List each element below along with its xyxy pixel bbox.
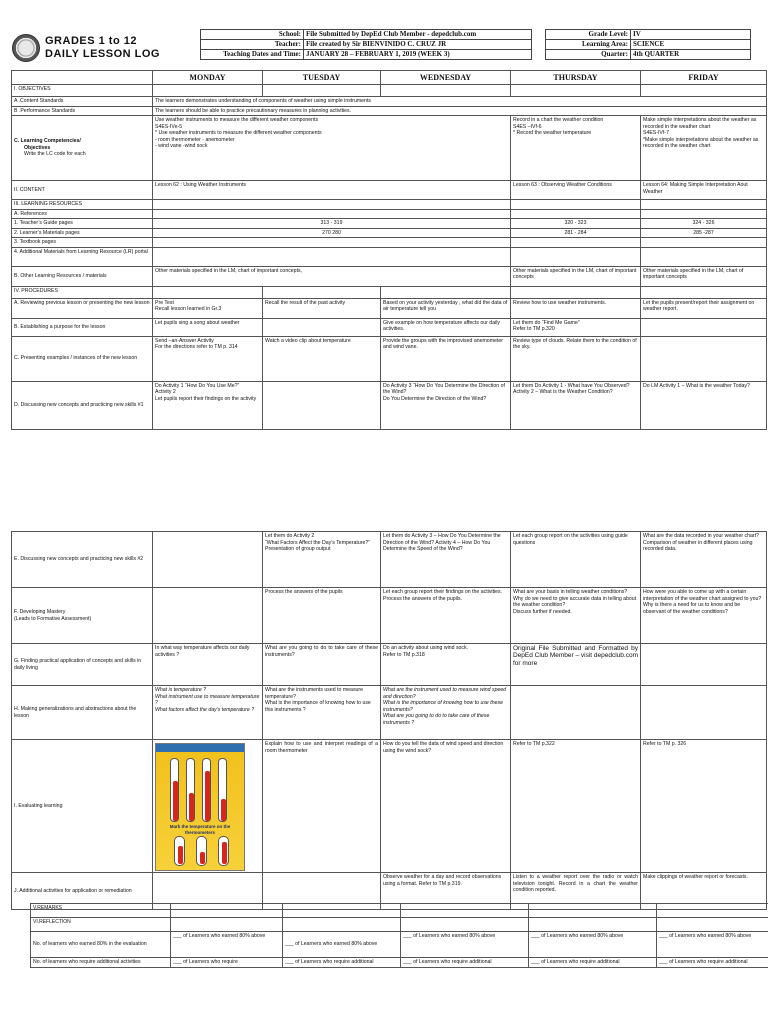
header-info-left	[200, 29, 532, 60]
proc-e-tue: Let them do Activity 2 “What Factors Affect the Day’s Temperature?” Presentation of group output	[263, 532, 381, 588]
lc-label-line3: Write the LC code for each	[24, 151, 86, 158]
additional-activities-label: No. of learners who require additional activities	[31, 958, 171, 968]
proc-a-thu: Review how to use weather instruments.	[511, 298, 641, 318]
school-value: File Submitted by DepEd Club Member - depedclub.com	[304, 30, 532, 40]
doc-title-line1: GRADES 1 to 12	[45, 35, 137, 47]
additional-materials-label: 4. Additional Materials from Learning Resource (LR) portal	[12, 247, 153, 266]
proc-c-tue: Watch a video clip about temperature	[263, 336, 381, 381]
other-resources-mon: Other materials specified in the LM, chart of important concepts,	[153, 266, 511, 286]
references-label: A. References	[12, 209, 153, 219]
proc-d-fri: Do LM Activity 1 – What is the weather Today?	[641, 381, 767, 429]
additional-activities-wed: ___ of Learners who require additional	[401, 958, 529, 968]
additional-activities-mon: ___ of Learners who require	[171, 958, 283, 968]
day-header-friday: FRIDAY	[641, 71, 767, 85]
day-header-wednesday: WEDNESDAY	[381, 71, 511, 85]
lc-monday-wednesday: Use weather instruments to measure the different weather components S4ES-IVe-5 * Use weather instruments to measure the different weather components - room thermometer - anemometer - wind vane -wind sock	[153, 116, 511, 181]
proc-a-tue: Recall the result of the past activity	[263, 298, 381, 318]
earned-80-fri: ___ of Learners who earned 80% above	[657, 932, 768, 958]
proc-e-label: E. Discussing new concepts and practicing new skills #2	[12, 532, 153, 588]
area-label: Learning Area:	[546, 40, 631, 50]
proc-e-wed: Let them do Activity 3 – How Do You Determine the Direction of the Wind? Activity 4 – How Do You Determine the Speed of the Wind?	[381, 532, 511, 588]
performance-standards-label: B .Performance Standards	[12, 106, 153, 116]
proc-d-mon: Do Activity 1 “How Do You Use Me?” Activity 2 Let pupils report their findings on the activity	[153, 381, 263, 429]
lc-thursday: Record in a chart the weather condition S4ES –IVf-6 * Record the weather temperature	[511, 116, 641, 181]
earned-80-thu: ___ of Learners who earned 80% above	[529, 932, 657, 958]
objectives-label: I. OBJECTIVES	[12, 85, 153, 97]
textbook-pages-label: 3. Textbook pages	[12, 238, 153, 248]
thermometer-icon	[186, 758, 195, 822]
proc-g-wed: Do an activity about using wind sock. Refer to TM p.318	[381, 644, 511, 686]
proc-f-thu: What are your basis in telling weather conditions? Why do we need to give accurate data in telling about the weather condition? Discuss further if needed.	[511, 588, 641, 644]
proc-b-wed: Give example on how temperature affects our daily activities.	[381, 318, 511, 336]
grade-value: IV	[631, 30, 751, 40]
earned-80-mon: ___ of Learners who earned 80% above	[171, 932, 283, 958]
teachers-guide-mon: 313 - 319	[153, 219, 511, 229]
learners-materials-mon: 270 280	[153, 228, 511, 238]
thermometer-icon	[196, 836, 207, 866]
worksheet-banner	[158, 745, 242, 751]
proc-b-mon: Let pupils sing a song about weather	[153, 318, 263, 336]
proc-a-mon: Pre Test Recall lesson learned in Gr.3	[153, 298, 263, 318]
thermometer-worksheet-image	[155, 743, 245, 871]
lc-friday: Make simple interpretations about the weather as recorded in the weather chart S4ES-IVf-7 *Make simple interpretations about the weather as recorded in the weather chart	[641, 116, 767, 181]
doc-title-line2: DAILY LESSON LOG	[45, 48, 160, 60]
earned-80-tue: ___ of Learners who earned 80% above	[283, 932, 401, 958]
proc-i-mon	[153, 740, 263, 873]
proc-c-label: C. Presenting examples / instances of the new lesson	[12, 336, 153, 381]
proc-b-thu: Let them do “Find Me Game” Refer to TM p.320	[511, 318, 641, 336]
additional-activities-thu: ___ of Learners who require additional	[529, 958, 657, 968]
other-resources-label: B. Other Learning Resources / materials	[12, 266, 153, 286]
teachers-guide-label: 1. Teacher’s Guide pages	[12, 219, 153, 229]
learning-competencies-label	[12, 116, 153, 181]
proc-i-tue: Explain how to use and interpret readings of a room thermometer	[263, 740, 381, 873]
area-value: SCIENCE	[631, 40, 751, 50]
additional-activities-fri: ___ of Learners who require additional	[657, 958, 768, 968]
content-label: II. CONTENT	[12, 181, 153, 200]
thermometer-icon	[202, 758, 211, 822]
proc-j-thu: Listen to a weather report over the radio or watch television tonight. Record in a chart the weather condition reported.	[511, 873, 641, 910]
proc-g-label: G. Finding practical application of concepts and skills in daily living	[12, 644, 153, 686]
worksheet-caption: Mark the temperature on the thermometers	[169, 824, 231, 835]
performance-standards-value: The learners should be able to practice precautionary measures in planning activities.	[153, 106, 767, 116]
content-monday: Lesson 62 : Using Weather Instruments	[153, 181, 511, 200]
learning-resources-label: III. LEARNING RESOURCES	[12, 200, 153, 210]
proc-i-fri: Refer to TM p. 326	[641, 740, 767, 873]
content-thursday: Lesson 63 : Observing Weather Conditions	[511, 181, 641, 200]
proc-f-tue: Process the answers of the pupils	[263, 588, 381, 644]
proc-a-fri: Let the pupils present/report their assignment on weather report.	[641, 298, 767, 318]
header-info-right	[545, 29, 751, 60]
day-header-tuesday: TUESDAY	[263, 71, 381, 85]
day-header-thursday: THURSDAY	[511, 71, 641, 85]
proc-j-wed: Observe weather for a day and record observations using a format. Refer to TM p.319.	[381, 873, 511, 910]
thermometer-icon	[218, 758, 227, 822]
proc-a-label: A. Reviewing previous lesson or presenting the new lesson	[12, 298, 153, 318]
proc-e-thu: Let each group report on the activities using guide questions	[511, 532, 641, 588]
proc-h-label: H. Making generalizations and abstractions about the lesson	[12, 686, 153, 740]
proc-i-thu: Refer to TM p,322	[511, 740, 641, 873]
content-friday: Lesson 64: Making Simple Interpretation Aout Weather	[641, 181, 767, 200]
teacher-value: File created by Sir BIENVINIDO C. CRUZ JR	[304, 40, 532, 50]
proc-d-thu: Let them Do Activity 1 - What have You Observed? Activity 2 – What is the Weather Condition?	[511, 381, 641, 429]
content-standards-value: The learners demonstrates understanding of components of weather using simple instruments	[153, 97, 767, 107]
proc-c-wed: Provide the groups with the improvised anemometer and wind vane.	[381, 336, 511, 381]
thermometer-icon	[218, 836, 229, 866]
lesson-log-table-part2	[11, 531, 767, 910]
promo-watermark-text: Original File Submitted and Formatted by DepEd Club Member – visit depedclub.com for more	[511, 644, 641, 686]
day-header-monday: MONDAY	[153, 71, 263, 85]
reflection-table	[30, 903, 768, 968]
proc-i-label: I. Evaluating learning	[12, 740, 153, 873]
teachers-guide-thu: 320 - 323	[511, 219, 641, 229]
teachers-guide-fri: 324 - 326	[641, 219, 767, 229]
proc-b-label: B. Establishing a purpose for the lesson	[12, 318, 153, 336]
learners-materials-label: 2. Learner’s Materials pages	[12, 228, 153, 238]
learners-materials-fri: 285 -287	[641, 228, 767, 238]
proc-h-wed: What are the instrument used to measure wind speed and direction? What is the importance of knowing how to use these instruments? What are you going to do to take care of these instruments ?	[381, 686, 511, 740]
thermometer-icon	[170, 758, 179, 822]
additional-activities-tue: ___ of Learners who require additional	[283, 958, 401, 968]
proc-f-fri: How were you able to come up with a certain interpretation of the weather chart assigned to you? Why is there a need for us to know and be observant of the weather conditions?	[641, 588, 767, 644]
proc-g-mon: In what way temperature affects our daily activities ?	[153, 644, 263, 686]
proc-d-label: D. Discussing new concepts and practicing new skills #1	[12, 381, 153, 429]
proc-f-wed: Let each group report their findings on the activities. Process the answers of the pupils.	[381, 588, 511, 644]
remarks-label: V.REMARKS	[31, 904, 171, 918]
proc-h-tue: What are the instruments used to measure temperature? What is the importance of knowing how to use this instruments ?	[263, 686, 381, 740]
procedures-label: IV. PROCEDURES	[12, 286, 153, 298]
reflection-label: VI.REFLECTION	[31, 918, 171, 932]
school-label: School:	[201, 30, 304, 40]
thermometer-icon	[174, 836, 185, 866]
proc-d-wed: Do Activity 3 “How Do You Determine the Direction of the Wind? Do You Determine the Direction of the Wind?	[381, 381, 511, 429]
proc-f-label: F. Developing Mastery (Leads to Formative Assessment)	[12, 588, 153, 644]
other-resources-thu: Other materials specified in the LM, chart of important concepts	[511, 266, 641, 286]
proc-j-fri: Make clippings of weather report or forecasts.	[641, 873, 767, 910]
other-resources-fri: Other materials specified in the LM, chart of important concepts	[641, 266, 767, 286]
quarter-label: Quarter:	[546, 50, 631, 60]
proc-h-mon: What is temperature ? What instrument use to measure temperature ? What factors affect the day’s temperature ?	[153, 686, 263, 740]
proc-c-thu: Review type of clouds. Relate them to the condition of the sky.	[511, 336, 641, 381]
proc-a-wed: Based on your activity yesterday , what did the data of air temperature tell you	[381, 298, 511, 318]
lesson-log-table-part1	[11, 70, 767, 430]
lc-label-line1: C. Learning Competencies/	[14, 138, 81, 145]
learners-materials-thu: 281 - 284	[511, 228, 641, 238]
lc-label-line2: Objectives	[24, 144, 51, 151]
dates-value: JANUARY 28 – FEBRUARY 1, 2019 (WEEK 3)	[304, 50, 532, 60]
teacher-label: Teacher:	[201, 40, 304, 50]
proc-e-fri: What are the data recorded in your weather chart? Comparison of weather in different places using recorded data.	[641, 532, 767, 588]
earned-80-wed: ___ of Learners who earned 80% above	[401, 932, 529, 958]
proc-i-wed: How do you tell the data of wind speed and direction using the wind sock?	[381, 740, 511, 873]
proc-j-label: J. Additional activities for application or remediation	[12, 873, 153, 910]
corner-cell	[12, 71, 153, 85]
grade-label: Grade Level:	[546, 30, 631, 40]
earned-80-label: No. of learners who earned 80% in the evaluation	[31, 932, 171, 958]
dates-label: Teaching Dates and Time:	[201, 50, 304, 60]
proc-c-mon: Send –an-Answer Activity For the directions refer to TM p. 314	[153, 336, 263, 381]
quarter-value: 4th QUARTER	[631, 50, 751, 60]
content-standards-label: A .Content Standards	[12, 97, 153, 107]
proc-g-tue: What are you going to do to take care of these instruments?	[263, 644, 381, 686]
deped-seal-logo	[12, 34, 40, 62]
